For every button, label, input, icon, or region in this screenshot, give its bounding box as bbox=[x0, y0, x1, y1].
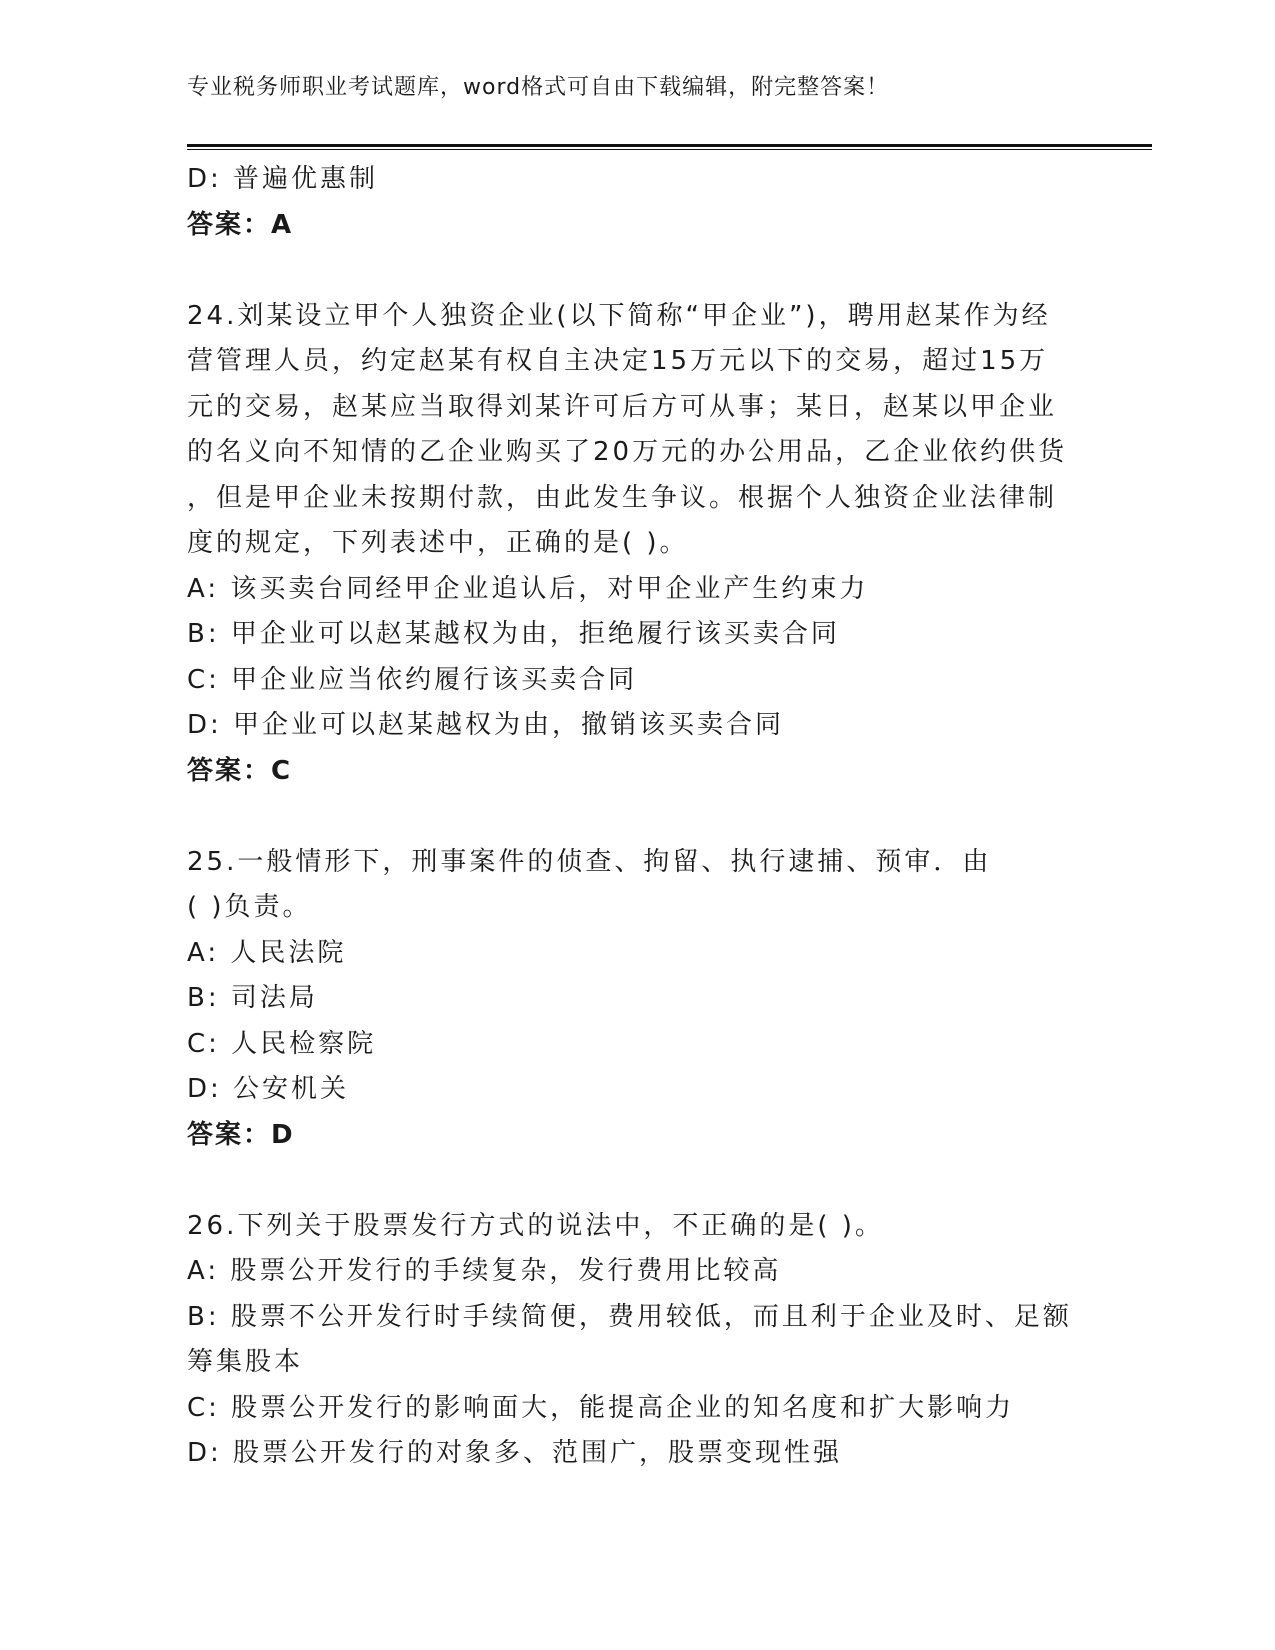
spacer bbox=[187, 794, 1087, 840]
header-rule bbox=[187, 144, 1152, 150]
question-24 bbox=[187, 294, 1087, 795]
option-c: C: 股票公开发行的影响面大，能提高企业的知名度和扩大影响力 bbox=[187, 1392, 1015, 1423]
answer: 答案：D bbox=[187, 1119, 295, 1150]
option-b-continued: 筹集股本 bbox=[187, 1347, 304, 1377]
option-b: B: 司法局 bbox=[187, 983, 318, 1013]
spacer bbox=[187, 248, 1087, 294]
page-header: 专业税务师职业考试题库，word格式可自由下载编辑，附完整答案！ bbox=[187, 75, 890, 100]
question-text-line: 25.一般情形下，刑事案件的侦查、拘留、执行逮捕、预审．由 bbox=[187, 846, 992, 877]
option-a: A: 人民法院 bbox=[187, 937, 347, 968]
question-text-line: 的名义向不知情的乙企业购买了20万元的办公用品，乙企业依约供货 bbox=[187, 437, 1068, 467]
question-text-line: 度的规定，下列表述中，正确的是( )。 bbox=[187, 528, 689, 558]
question-26 bbox=[187, 1204, 1087, 1477]
question-text-line: ，但是甲企业未按期付款，由此发生争议。根据个人独资企业法律制 bbox=[187, 482, 1058, 513]
document-body bbox=[187, 157, 1087, 1477]
option-b: B: 甲企业可以赵某越权为由，拒绝履行该买卖合同 bbox=[187, 619, 840, 649]
prev-option-d: D: 普遍优惠制 bbox=[187, 164, 379, 194]
option-d: D: 甲企业可以赵某越权为由，撤销该买卖合同 bbox=[187, 710, 785, 740]
option-b: B: 股票不公开发行时手续简便，费用较低，而且利于企业及时、足额 bbox=[187, 1301, 1072, 1332]
answer: 答案：C bbox=[187, 755, 293, 786]
option-d: D: 公安机关 bbox=[187, 1074, 350, 1104]
question-25 bbox=[187, 840, 1087, 1159]
question-text-line: 元的交易，赵某应当取得刘某许可后方可从事；某日，赵某以甲企业 bbox=[187, 391, 1058, 422]
option-c: C: 人民检察院 bbox=[187, 1028, 377, 1059]
option-c: C: 甲企业应当依约履行该买卖合同 bbox=[187, 664, 638, 695]
option-d: D: 股票公开发行的对象多、范围广，股票变现性强 bbox=[187, 1438, 843, 1468]
question-text-line: 营管理人员，约定赵某有权自主决定15万元以下的交易，超过15万 bbox=[187, 346, 1049, 376]
question-text-line: ( )负责。 bbox=[187, 892, 312, 922]
question-text-line: 24.刘某设立甲个人独资企业(以下简称“甲企业”)，聘用赵某作为经 bbox=[187, 300, 1051, 331]
question-text-line: 26.下列关于股票发行方式的说法中，不正确的是( )。 bbox=[187, 1210, 884, 1241]
option-a: A: 股票公开发行的手续复杂，发行费用比较高 bbox=[187, 1256, 782, 1286]
prev-answer: 答案：A bbox=[187, 209, 294, 240]
option-a: A: 该买卖台同经甲企业追认后，对甲企业产生约束力 bbox=[187, 573, 869, 604]
spacer bbox=[187, 1158, 1087, 1204]
